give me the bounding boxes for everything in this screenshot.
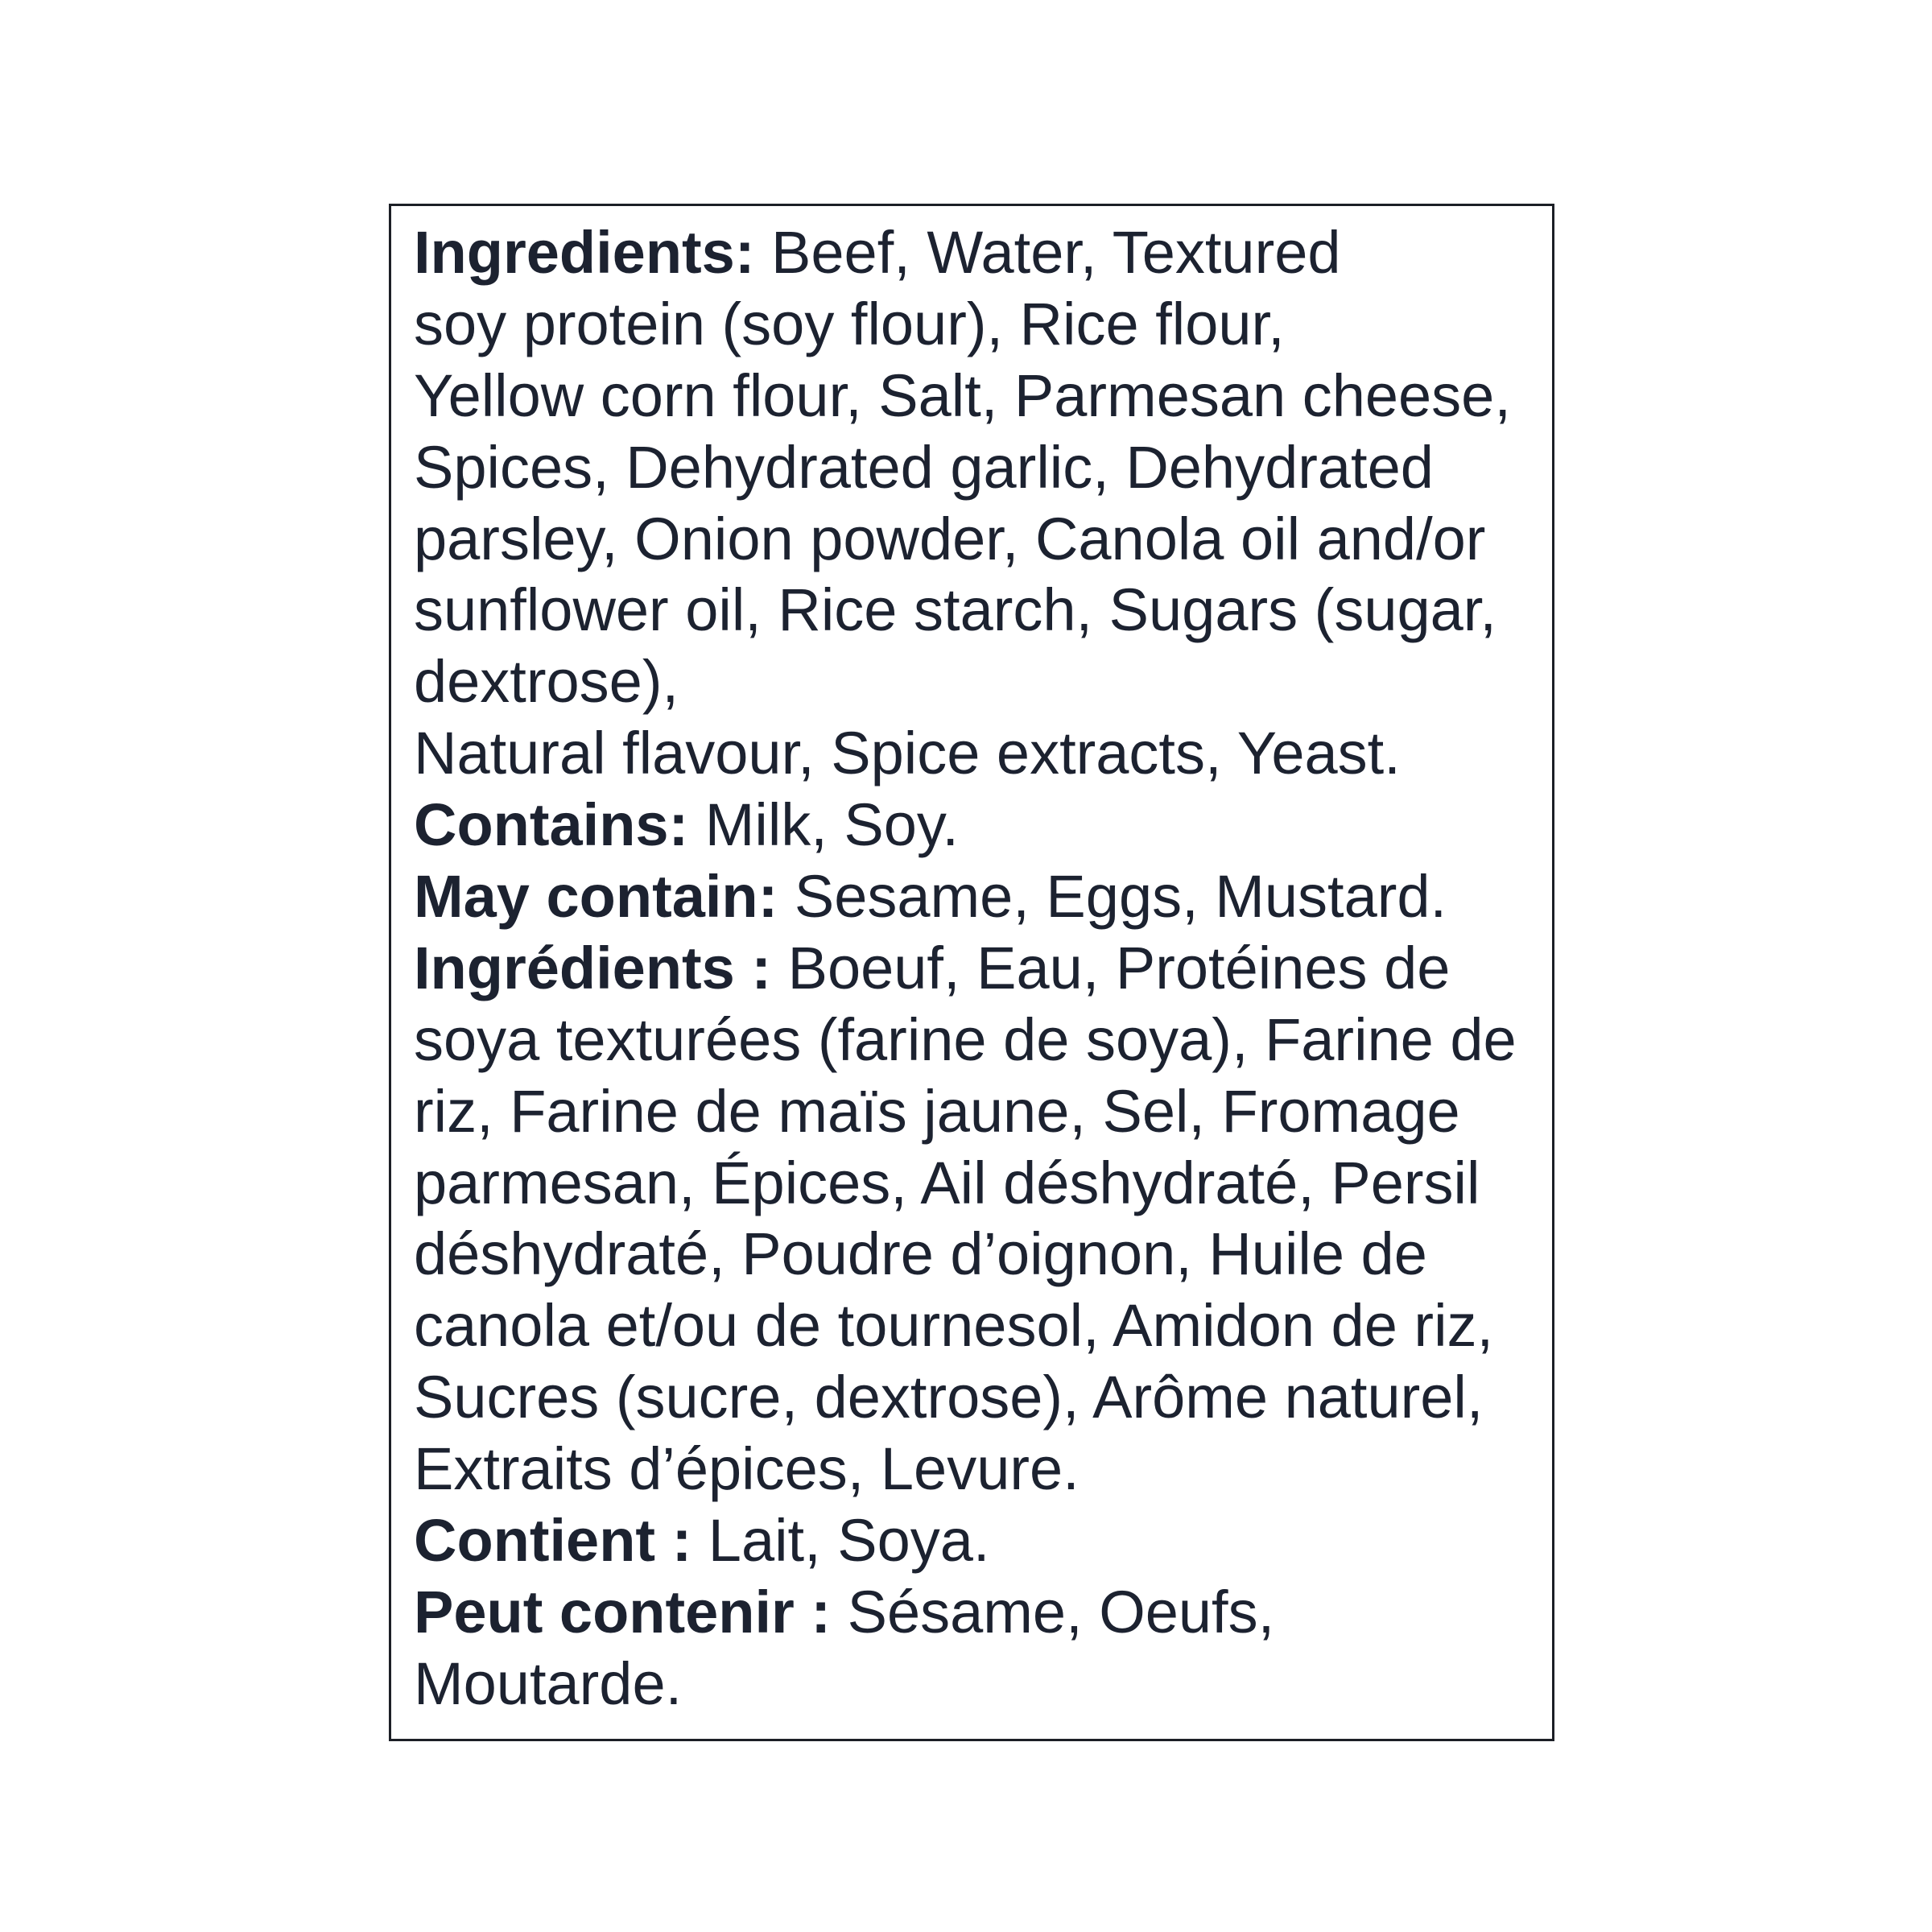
label-line bbox=[414, 1434, 1549, 1505]
label-line bbox=[414, 790, 1549, 861]
line-text: riz, Farine de maïs jaune, Sel, Fromage bbox=[414, 1077, 1460, 1145]
label-line bbox=[414, 1148, 1549, 1220]
line-text: parsley, Onion powder, Canola oil and/or bbox=[414, 505, 1486, 572]
label-line bbox=[414, 361, 1549, 432]
label-line bbox=[414, 1005, 1549, 1076]
label-line bbox=[414, 1076, 1549, 1148]
line-text: Natural flavour, Spice extracts, Yeast. bbox=[414, 720, 1401, 787]
label-line bbox=[414, 646, 1549, 718]
line-text: Sesame, Eggs, Mustard. bbox=[778, 863, 1447, 931]
section-heading-ingredients-fr: Ingrédients : bbox=[414, 934, 772, 1001]
section-heading-contains: Contains: bbox=[414, 791, 689, 859]
label-line bbox=[414, 1290, 1549, 1362]
section-heading-ingredients: Ingredients: bbox=[414, 219, 755, 286]
label-line bbox=[414, 504, 1549, 576]
line-text: Beef, Water, Textured bbox=[754, 219, 1341, 286]
line-text: Milk, Soy. bbox=[688, 791, 959, 859]
line-text: Boeuf, Eau, Protéines de bbox=[771, 934, 1451, 1001]
label-line bbox=[414, 861, 1549, 933]
ingredients-label-box bbox=[389, 204, 1554, 1741]
line-text: Extraits d’épices, Levure. bbox=[414, 1435, 1080, 1503]
label-line bbox=[414, 1577, 1549, 1649]
line-text: Sucres (sucre, dextrose), Arôme naturel, bbox=[414, 1364, 1484, 1431]
label-line bbox=[414, 432, 1549, 504]
line-text: sunflower oil, Rice starch, Sugars (sugar, bbox=[414, 576, 1496, 644]
label-line bbox=[414, 289, 1549, 361]
label-line bbox=[414, 933, 1549, 1005]
label-line bbox=[414, 1362, 1549, 1434]
line-text: soya texturées (farine de soya), Farine de bbox=[414, 1005, 1517, 1073]
label-line bbox=[414, 575, 1549, 646]
line-text: Lait, Soya. bbox=[691, 1507, 990, 1575]
line-text: soy protein (soy flour), Rice flour, bbox=[414, 290, 1285, 357]
ingredients-text-block bbox=[414, 217, 1549, 1720]
label-line bbox=[414, 217, 1549, 289]
label-line bbox=[414, 1219, 1549, 1290]
line-text: Spices, Dehydrated garlic, Dehydrated bbox=[414, 433, 1434, 501]
section-heading-may-contain: May contain: bbox=[414, 863, 778, 931]
line-text: Moutarde. bbox=[414, 1649, 683, 1717]
label-line bbox=[414, 718, 1549, 790]
section-heading-contient: Contient : bbox=[414, 1507, 692, 1575]
line-text: Sésame, Oeufs, bbox=[831, 1578, 1275, 1645]
line-text: canola et/ou de tournesol, Amidon de riz, bbox=[414, 1292, 1494, 1360]
line-text: parmesan, Épices, Ail déshydraté, Persil bbox=[414, 1149, 1480, 1216]
line-text: Yellow corn flour, Salt, Parmesan cheese, bbox=[414, 361, 1511, 429]
label-line bbox=[414, 1649, 1549, 1720]
label-line bbox=[414, 1505, 1549, 1577]
line-text: dextrose), bbox=[414, 648, 679, 716]
line-text: déshydraté, Poudre d’oignon, Huile de bbox=[414, 1220, 1427, 1288]
section-heading-peut-contenir: Peut contenir : bbox=[414, 1578, 832, 1645]
